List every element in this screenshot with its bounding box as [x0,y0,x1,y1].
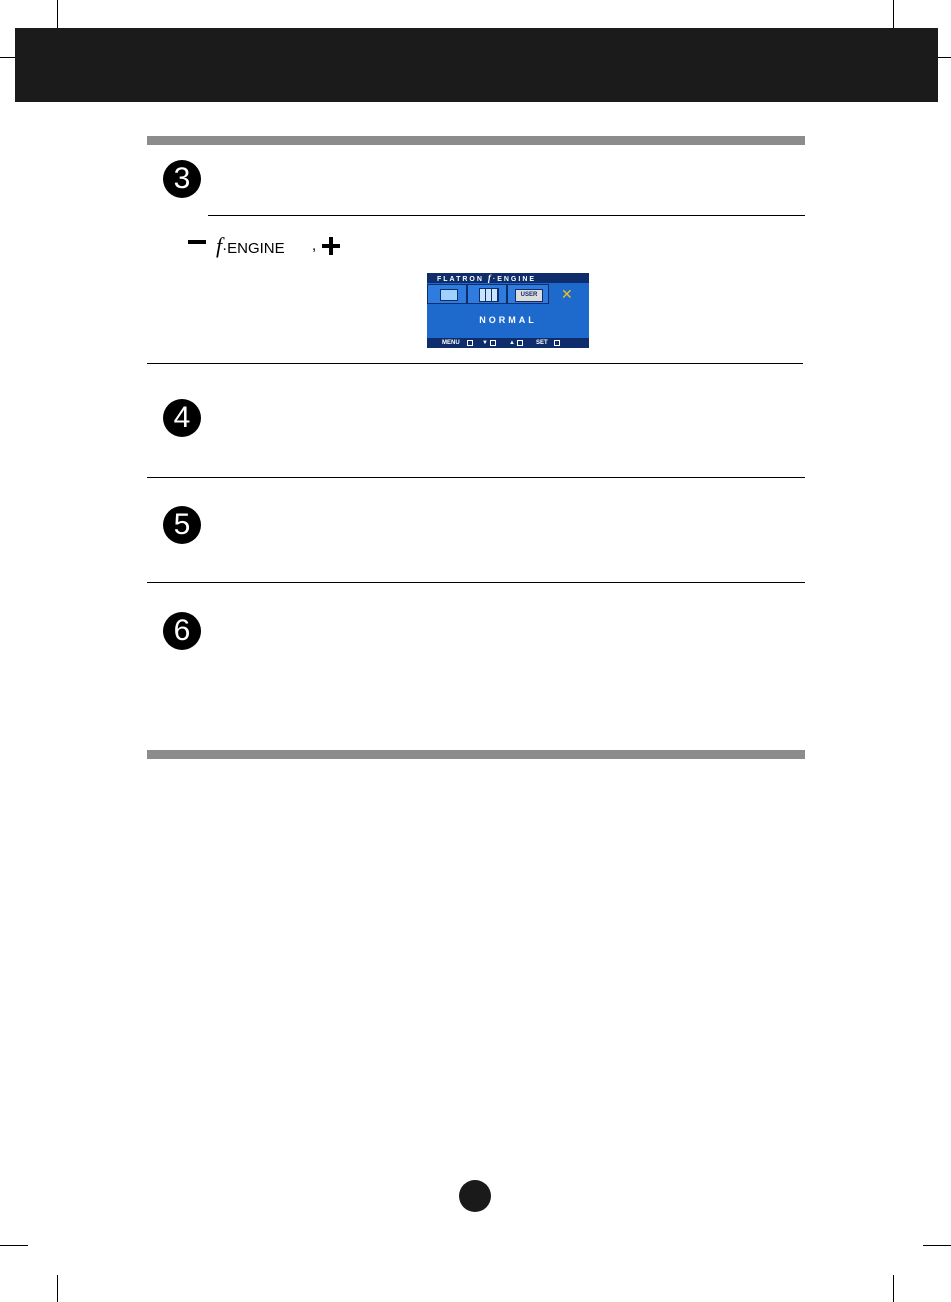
osd-mode-label: NORMAL [479,315,537,325]
divider-3-4 [147,363,803,364]
plus-button-icon [322,237,340,255]
step-6-number: 6 [163,612,201,650]
crop-mark [938,57,951,58]
osd-monitor-cell[interactable] [427,284,467,304]
osd-footer-down: ▼ [482,340,488,346]
section-bottom-bar [147,750,805,759]
fengine-hotkey-label [216,233,285,259]
osd-title-bar [427,273,589,283]
page-number-badge [459,1180,491,1212]
crop-mark [57,1275,58,1302]
down-box-icon [490,340,496,346]
osd-footer-up: ▲ [509,340,515,346]
step-5-number: 5 [163,506,201,544]
menu-box-icon [467,340,473,346]
crop-mark [0,57,15,58]
tools-icon[interactable]: ✕ [561,286,573,302]
set-box-icon [554,340,560,346]
fengine-osd-panel [427,273,589,348]
f-glyph: f [216,233,223,258]
header-band [15,28,938,102]
hotkey-separator: , [312,237,317,254]
engine-text: ·ENGINE [222,240,285,257]
step-3-subrule [208,215,805,216]
osd-title-f: f [487,273,493,283]
osd-footer-set: SET [536,340,548,346]
user-button: USER [515,289,543,302]
crop-mark [893,1275,894,1302]
crop-mark [923,1245,951,1246]
monitor-icon [440,289,458,301]
divider-5-6 [147,582,805,583]
up-box-icon [517,340,523,346]
step-3-number: 3 [163,160,201,198]
crop-mark [57,0,58,28]
osd-title-suffix: ·ENGINE [492,276,537,283]
step-4-number: 4 [163,399,201,437]
osd-footer-menu: MENU [442,340,460,346]
divider-4-5 [147,477,805,478]
osd-icon-row [427,284,589,304]
section-top-bar [147,136,805,145]
osd-title-prefix: FLATRON [437,276,488,283]
crop-mark [0,1245,28,1246]
grid-icon [479,288,499,302]
osd-user-cell[interactable] [507,284,549,304]
osd-grid-cell[interactable] [467,284,507,304]
osd-footer [427,338,589,348]
crop-mark [893,0,894,28]
minus-button-icon [188,240,206,244]
